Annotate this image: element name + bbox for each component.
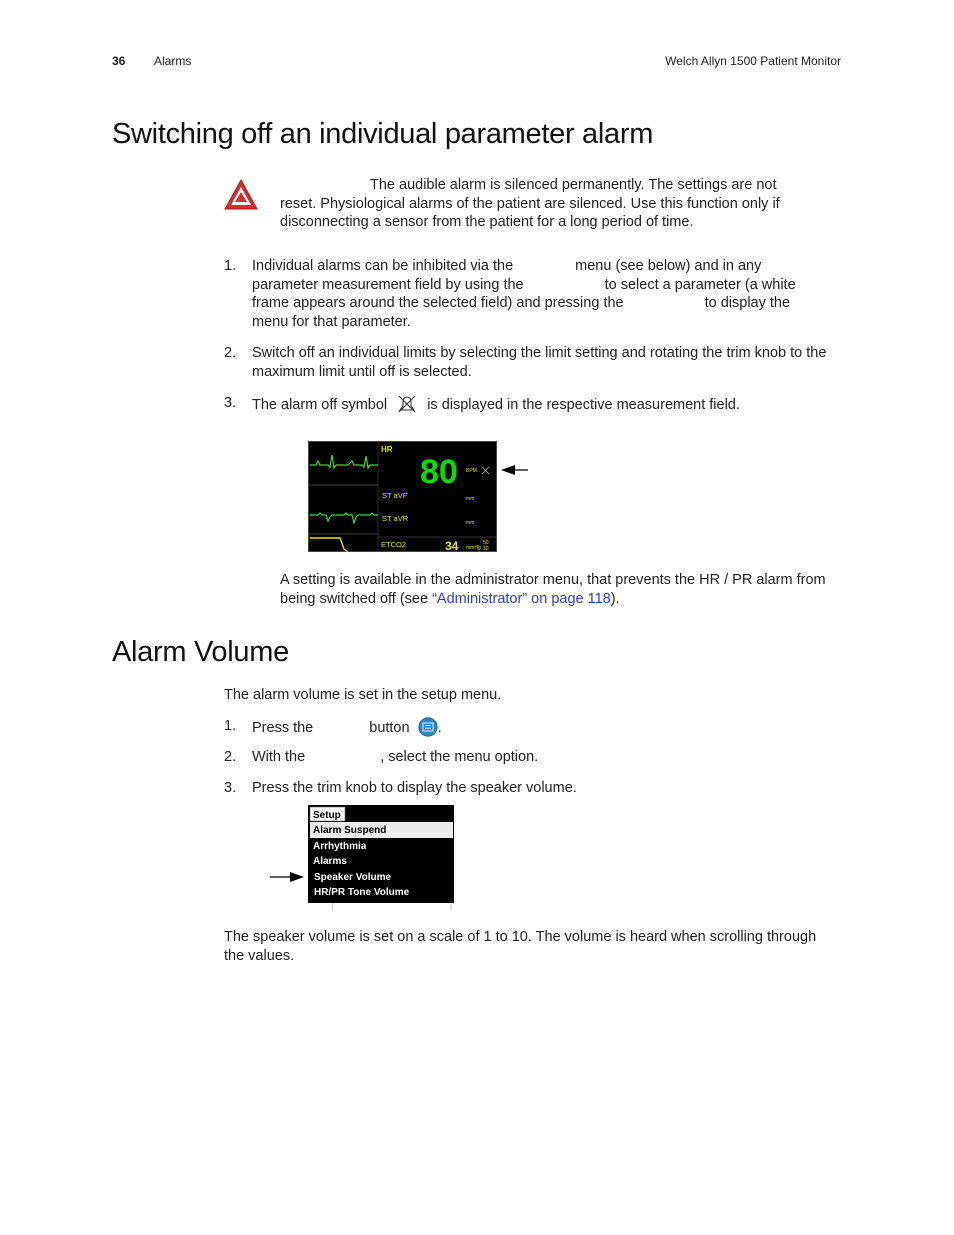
menu-title: Setup [313, 810, 341, 821]
step-1-part-c: parameter measurement field by using the [252, 276, 524, 293]
step-3-part-b: is displayed in the respective measurement field. [427, 397, 740, 413]
st-avf-label: ST aVF [382, 491, 408, 500]
volume-step-2-part-b: , select the menu option. [380, 749, 539, 765]
pointer-arrow-left-icon [499, 462, 529, 478]
volume-step-1-text [252, 717, 442, 738]
setup-menu-image [308, 805, 454, 911]
running-section: Alarms [154, 54, 192, 68]
warning-paragraph [280, 176, 840, 232]
hr-unit: BPM [466, 468, 477, 474]
step-number: 2. [224, 749, 237, 765]
st-avr-label: ST aVR [382, 514, 409, 523]
st-avr-unit: mm [466, 520, 475, 526]
volume-step-1-part-b: button [369, 720, 410, 736]
step-number: 3. [224, 395, 237, 411]
step-1-part-d: to select a parameter (a white [604, 276, 796, 293]
etco2-lower-limit: 30 [483, 546, 489, 552]
pointer-arrow-right-icon [270, 869, 306, 885]
admin-note [280, 571, 840, 608]
menu-item-arrhythmia[interactable]: Arrhythmia [313, 841, 367, 852]
admin-note-text: A setting is available in the administrator menu, that prevents the HR / PR alarm from being switched off (see [280, 572, 826, 607]
step-1-part-f: to display the [704, 295, 791, 312]
hr-label: HR [381, 445, 393, 454]
speaker-volume-paragraph: The speaker volume is set on a scale of 1 to 10. The volume is heard when scrolling through the values. [224, 929, 817, 964]
running-doc-title: Welch Allyn 1500 Patient Monitor [665, 54, 841, 68]
step-3-text [252, 394, 842, 415]
setup-button-icon [418, 717, 438, 737]
step-number: 1. [224, 718, 237, 734]
menu-item-speaker-volume[interactable]: Speaker Volume [314, 872, 392, 883]
warning-text-first-line: The audible alarm is silenced permanently. The settings are not [370, 177, 777, 193]
menu-item-alarms[interactable]: Alarms [313, 856, 347, 867]
step-3-part-a: The alarm off symbol [252, 397, 388, 413]
warning-triangle-icon [223, 178, 259, 212]
step-number: 3. [224, 780, 237, 796]
step-1-part-a: Individual alarms can be inhibited via the [252, 258, 514, 274]
step-number: 1. [224, 258, 237, 274]
page-number: 36 [112, 54, 126, 68]
menu-item-hr-pr-tone-volume[interactable]: HR/PR Tone Volume [314, 887, 410, 898]
volume-step-1-part-a: Press the [252, 720, 314, 736]
step-1-part-g: menu for that parameter. [252, 314, 411, 331]
administrator-page-link[interactable]: “Administrator” on page 118 [432, 590, 611, 607]
step-2-text: Switch off an individual limits by selecting the limit setting and rotating the trim knob to the maximum limit until off is selected. [252, 345, 827, 380]
section-heading-alarm-volume: Alarm Volume [112, 636, 289, 668]
step-1-part-e: frame appears around the selected field) and pressing the [252, 295, 624, 312]
step-1-text [252, 257, 842, 332]
volume-step-2-text [252, 748, 538, 767]
hr-value: 80 [420, 453, 458, 491]
alarm-volume-intro: The alarm volume is set in the setup menu. [224, 687, 502, 703]
admin-note-end: ). [610, 590, 620, 607]
volume-step-2-part-a: With the [252, 749, 306, 765]
warning-text-rest: reset. Physiological alarms of the patient are silenced. Use this function only if disconnecting a sensor from the patient for a long period of time. [280, 195, 780, 231]
step-number: 2. [224, 345, 237, 361]
volume-step-3-text: Press the trim knob to display the speaker volume. [252, 780, 577, 796]
etco2-upper-limit: 50 [483, 540, 489, 546]
section-heading-switching-off: Switching off an individual parameter alarm [112, 118, 654, 150]
alarm-off-bell-icon [395, 394, 419, 414]
etco2-unit: mmHg [466, 545, 481, 551]
monitor-screen-image [308, 441, 497, 552]
menu-item-alarm-suspend[interactable]: Alarm Suspend [313, 825, 387, 836]
step-1-part-b: menu (see below) and in any [575, 258, 762, 274]
st-avf-unit: mm [466, 496, 475, 502]
etco2-label: ETCO2 [381, 540, 407, 549]
volume-step-1-end: . [437, 720, 442, 736]
etco2-value: 34 [445, 539, 459, 552]
